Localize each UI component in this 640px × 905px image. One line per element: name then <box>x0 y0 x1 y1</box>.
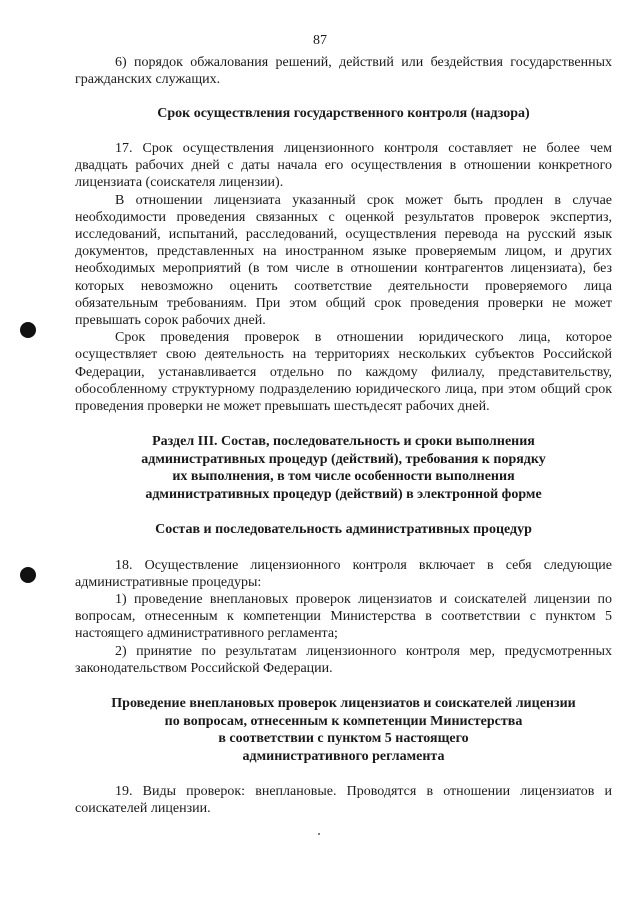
heading-unscheduled-line: Проведение внеплановых проверок лицензиатов и соискателей лицензии <box>111 696 576 712</box>
punch-hole-top <box>20 322 36 338</box>
paragraph-18: 18. Осуществление лицензионного контроля включает в себя следующие административные процедуры: <box>75 557 612 590</box>
paragraph-17-legal-entity: Срок проведения проверок в отношении юридического лица, которое осуществляет свою деятельность на территориях нескольких субъектов Российской Федерации, устанавливается отдельно по каждому филиалу, представительству, обособленному структурному подразделению юридического лица, при этом общий срок проведения проверки не может превышать шестьдесят рабочих дней. <box>75 330 612 414</box>
list-item-6: 6) порядок обжалования решений, действий или бездействия государственных гражданских служащих. <box>75 55 612 88</box>
section-3-title-line: административных процедур (действий), требования к порядку <box>141 451 546 467</box>
heading-term: Срок осуществления государственного контроля (надзора) <box>157 106 530 122</box>
page-number: 87 <box>313 33 327 48</box>
scan-speck <box>318 833 320 835</box>
heading-unscheduled-line: административного регламента <box>242 748 445 764</box>
heading-unscheduled-inspections <box>75 695 612 765</box>
section-3-title-line: административных процедур (действий) в электронной форме <box>145 486 542 502</box>
heading-composition: Состав и последовательность административных процедур <box>155 522 532 538</box>
section-3-title-line: Раздел III. Состав, последовательность и сроки выполнения <box>152 434 535 450</box>
section-3-title-line: их выполнения, в том числе особенности выполнения <box>172 469 515 485</box>
heading-unscheduled-line: в соответствии с пунктом 5 настоящего <box>218 731 469 747</box>
paragraph-17-extension: В отношении лицензиата указанный срок может быть продлен в случае необходимости проведения связанных с оценкой результатов проверок экспертиз, исследований, испытаний, расследований, осуществления перевода на русский язык документов, представленных на иностранном языке проверяемым лицом, и других необходимых мероприятий (в том числе в отношении контрагентов лицензиата), без которых невозможно оценить соответствие деятельности проверяемого лица обязательным требованиям. При этом общий срок проведения проверки не может превышать сорок рабочих дней. <box>75 192 612 328</box>
punch-hole-bottom <box>20 567 36 583</box>
heading-unscheduled-line: по вопросам, отнесенным к компетенции Министерства <box>164 713 523 729</box>
paragraph-18-item-1: 1) проведение внеплановых проверок лицензиатов и соискателей лицензии по вопросам, отнесенным к компетенции Министерства в соответствии с пунктом 5 настоящего административного регламента; <box>75 592 612 642</box>
section-3-title <box>75 433 612 503</box>
paragraph-18-item-2: 2) принятие по результатам лицензионного контроля мер, предусмотренных законодательством Российской Федерации. <box>75 643 612 676</box>
document-body <box>75 54 612 817</box>
paragraph-19: 19. Виды проверок: внеплановые. Проводятся в отношении лицензиатов и соискателей лицензии. <box>75 784 612 817</box>
paragraph-17: 17. Срок осуществления лицензионного контроля составляет не более чем двадцать рабочих дней с даты начала его осуществления в отношении конкретного лицензиата (соискателя лицензии). <box>75 140 612 191</box>
